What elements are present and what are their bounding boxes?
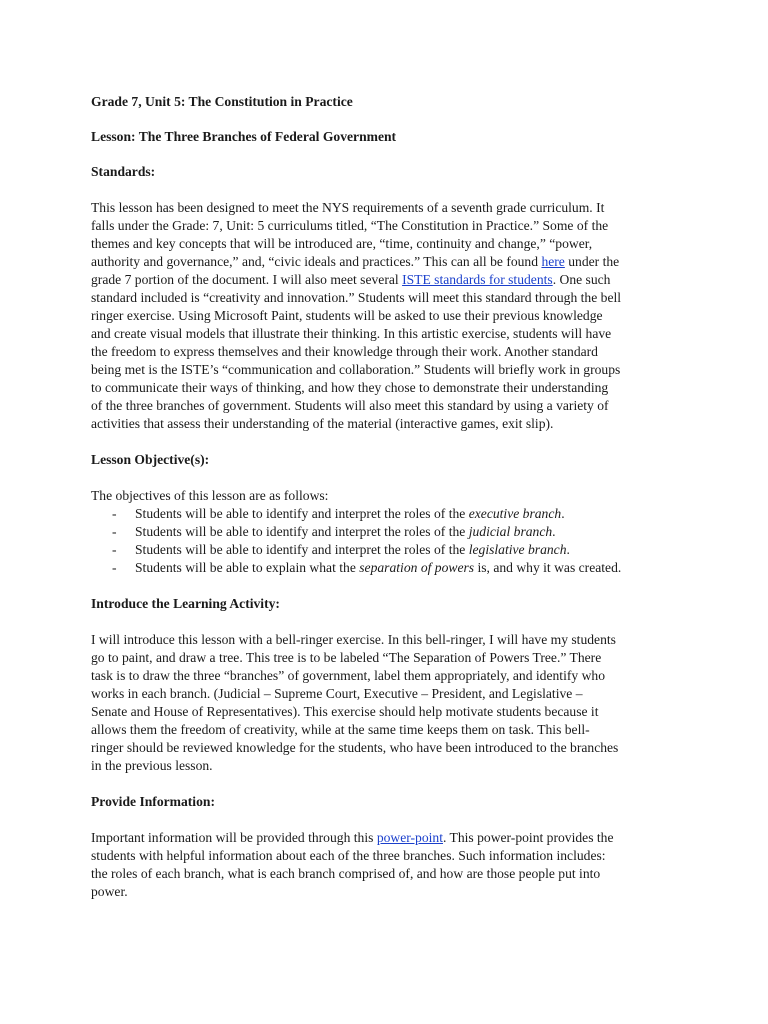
standards-heading: Standards: — [91, 164, 156, 179]
intro-activity-paragraph — [91, 631, 681, 775]
paragraph-line: in the previous lesson. — [91, 758, 213, 773]
paragraph-line: ringer should be reviewed knowledge for the students, who have been introduced to the branches — [91, 740, 619, 755]
paragraph-line: task is to draw the three “branches” of government, label them appropriately, and identify who — [91, 668, 605, 683]
paragraph-line: power. — [91, 884, 128, 899]
here-link[interactable]: here — [541, 254, 565, 269]
paragraph-line: to communicate their ways of thinking, and how they chose to demonstrate their understanding — [91, 380, 609, 395]
bullet-dash: - — [112, 542, 117, 557]
document-page — [91, 93, 681, 901]
paragraph-line: themes and key concepts that will be introduced are, “time, continuity and change,” “power, — [91, 236, 593, 251]
standards-paragraph — [91, 199, 681, 433]
provide-info-heading: Provide Information: — [91, 794, 215, 809]
paragraph-line: I will introduce this lesson with a bell-ringer exercise. In this bell-ringer, I will have my students — [91, 632, 616, 647]
list-item: - Students will be able to identify and interpret the roles of the judicial branch. — [112, 524, 556, 539]
paragraph-line: ringer exercise. Using Microsoft Paint, students will be asked to use their previous knowledge — [91, 308, 603, 323]
bullet-dash: - — [112, 560, 117, 575]
paragraph-line: and create visual models that illustrate their thinking. In this artistic exercise, students will have — [91, 326, 612, 341]
bullet-dash: - — [112, 524, 117, 539]
provide-info-paragraph — [91, 829, 681, 901]
paragraph-line: falls under the Grade: 7, Unit: 5 curriculums titled, “The Constitution in Practice.” Some of the — [91, 218, 609, 233]
intro-activity-heading: Introduce the Learning Activity: — [91, 596, 280, 611]
paragraph-line: works in each branch. (Judicial – Supreme Court, Executive – President, and Legislative – — [91, 686, 583, 701]
paragraph-line: standard included is “creativity and innovation.” Students will meet this standard through the bell — [91, 290, 622, 305]
lesson-title: Lesson: The Three Branches of Federal Government — [91, 129, 397, 144]
paragraph-line: go to paint, and draw a tree. This tree is to be labeled “The Separation of Powers Tree.” There — [91, 650, 602, 665]
paragraph-line: the freedom to express themselves and their knowledge through their work. Another standard — [91, 344, 598, 359]
paragraph-line: being met is the ISTE’s “communication and collaboration.” Students will briefly work in groups — [91, 362, 621, 377]
list-item: - Students will be able to identify and interpret the roles of the executive branch. — [112, 506, 565, 521]
paragraph-line: This lesson has been designed to meet the NYS requirements of a seventh grade curriculum. It — [91, 200, 605, 215]
paragraph-line: the roles of each branch, what is each branch comprised of, and how are those people put into — [91, 866, 601, 881]
power-point-link[interactable]: power-point — [376, 830, 443, 845]
list-item: - Students will be able to identify and interpret the roles of the legislative branch. — [112, 542, 570, 557]
paragraph-line: grade 7 portion of the document. I will also meet several ISTE standards for students. One such — [91, 272, 611, 287]
paragraph-line: authority and governance,” and, “civic ideals and practices.” This can all be found here under the — [91, 254, 620, 269]
paragraph-line: allows them the freedom of creativity, while at the same time keeps them on task. This bell- — [91, 722, 590, 737]
objectives-intro: The objectives of this lesson are as follows: — [91, 488, 329, 503]
paragraph-line: students with helpful information about each of the three branches. Such information includes: — [91, 848, 606, 863]
objectives-list — [91, 505, 681, 577]
bullet-dash: - — [112, 506, 117, 521]
paragraph-line: activities that assess their understanding of the material (interactive games, exit slip). — [91, 416, 554, 431]
document-title: Grade 7, Unit 5: The Constitution in Practice — [91, 94, 353, 109]
list-item: - Students will be able to explain what the separation of powers is, and why it was created. — [112, 560, 622, 575]
paragraph-line: Important information will be provided through this power-point. This power-point provides the — [91, 830, 614, 845]
objectives-heading: Lesson Objective(s): — [91, 452, 210, 467]
paragraph-line: Senate and House of Representatives). This exercise should help motivate students because it — [91, 704, 599, 719]
iste-standards-link[interactable]: ISTE standards for students — [402, 272, 553, 287]
paragraph-line: of the three branches of government. Students will also meet this standard by using a variety of — [91, 398, 609, 413]
